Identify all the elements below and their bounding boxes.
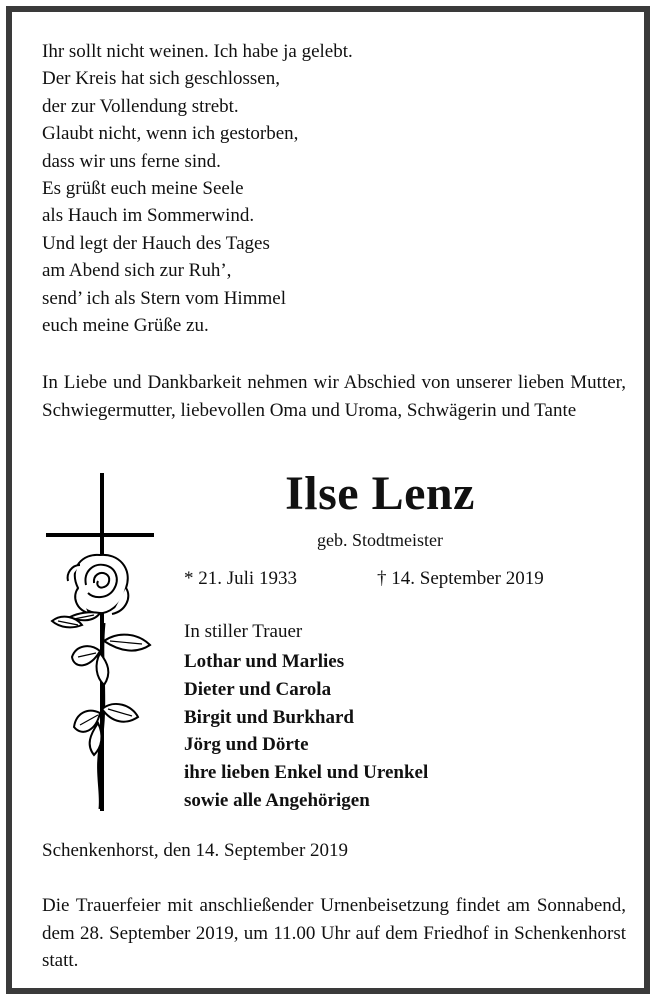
deceased-name: Ilse Lenz bbox=[285, 467, 475, 520]
farewell-intro: In Liebe und Dankbarkeit nehmen wir Abschied von unserer lieben Mutter, Schwiegermutter, liebevollen Oma und Uroma, Schwägerin und Tante bbox=[42, 372, 626, 421]
mourner: Birgit und Burkhard bbox=[184, 706, 354, 728]
poem-line: Ihr sollt nicht weinen. Ich habe ja gelebt. bbox=[42, 41, 353, 62]
mourning-intro: In stiller Trauer bbox=[184, 621, 303, 642]
cross-with-rose-icon bbox=[38, 473, 154, 813]
birth-date: * 21. Juli 1933 bbox=[184, 568, 297, 589]
poem bbox=[42, 38, 353, 339]
obituary-frame bbox=[6, 6, 650, 994]
mourner: Dieter und Carola bbox=[184, 678, 332, 700]
poem-line: Der Kreis hat sich geschlossen, bbox=[42, 68, 280, 90]
poem-line: der zur Vollendung strebt. bbox=[42, 95, 239, 117]
mourners-list bbox=[184, 648, 428, 815]
funeral-notice: Die Trauerfeier mit anschließender Urnenbeisetzung findet am Sonnabend, dem 28. September 2019, um 11.00 Uhr auf dem Friedhof in Schenkenhorst statt. bbox=[42, 895, 626, 971]
mourner: sowie alle Angehörigen bbox=[184, 789, 370, 811]
poem-line: als Hauch im Sommerwind. bbox=[42, 205, 255, 227]
death-date: † 14. September 2019 bbox=[377, 568, 544, 589]
poem-line: euch meine Grüße zu. bbox=[42, 315, 209, 337]
poem-line: Und legt der Hauch des Tages bbox=[42, 232, 270, 254]
place-and-date: Schenkenhorst, den 14. September 2019 bbox=[42, 840, 349, 861]
poem-line: send’ ich als Stern vom Himmel bbox=[42, 287, 286, 309]
mourner: ihre lieben Enkel und Urenkel bbox=[184, 762, 429, 784]
poem-line: am Abend sich zur Ruh’, bbox=[42, 260, 232, 282]
mourner: Jörg und Dörte bbox=[184, 734, 309, 756]
poem-line: dass wir uns ferne sind. bbox=[42, 150, 221, 172]
poem-line: Glaubt nicht, wenn ich gestorben, bbox=[42, 123, 299, 145]
mourner: Lothar und Marlies bbox=[184, 651, 345, 672]
maiden-name: geb. Stodtmeister bbox=[317, 530, 443, 550]
poem-line: Es grüßt euch meine Seele bbox=[42, 178, 244, 200]
